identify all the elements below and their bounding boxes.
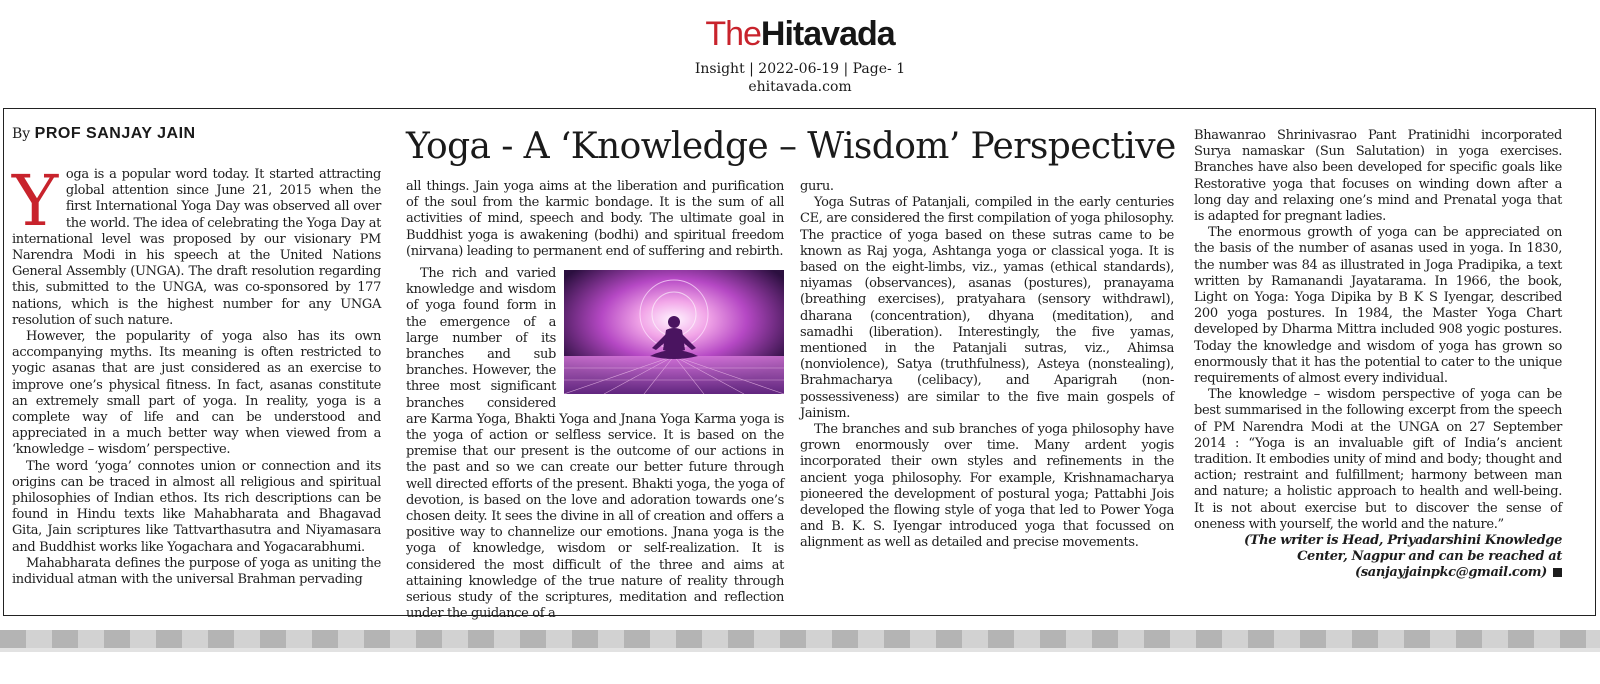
edition-meta: Insight | 2022-06-19 | Page- 1 — [694, 61, 906, 77]
logo-the: The — [705, 15, 761, 53]
page-edge-strip-secondary — [0, 648, 1600, 652]
article-column-4 — [1194, 128, 1562, 582]
paragraph: The enormous growth of yoga can be appreciated on the basis of the number of asanas used in yoga. In 1830, the number was 84 as illustrated in Joga Pradipika, a text written by Ramanandi Jayatarama. In 1966, the book, Light on Yoga: Yoga Dipika by B K S Iyengar, described 200 yoga postures. In 1984, the Master Yoga Chart developed by Dharma Mittra included 908 yogic postures. Today the knowledge and wisdom of yoga has grown so enormously that it has the potential to cater to the unique requirements of almost every individual. — [1194, 225, 1562, 387]
paragraph: The rich and varied knowledge and wisdom of yoga found form in the emergence of a large number of its branches and sub branches. However, the three most significant branches considered are Karma Yoga, Bhakti Yoga and Jnana Yoga Karma yoga is the yoga of action or selfless service. It is based on the premise that our present is the outcome of our actions in the past and so we can create our better future through well directed efforts of the present. Bhakti yoga, the yoga of devotion, is based on the love and adoration towards one’s chosen deity. It sees the divine in all of creation and offers a positive way to channelize our emotions. Jnana yoga is the yoga of knowledge, wisdom or self-realization. It is considered the most difficult of the three and aims at attaining knowledge of the true nature of reality through serious study of the scriptures, meditation and reflection under the guidance of a — [406, 266, 784, 622]
article-column-2 — [406, 179, 784, 622]
paragraph: Yoga Sutras of Patanjali, compiled in the early centuries CE, are considered the first compilation of yoga philosophy. The practice of yoga based on these sutras came to be known as Raj yoga, Ashtanga yoga or classical yoga. It is based on the eight-limbs, viz., yamas (ethical standards), niyamas (observances), asanas (postures), pranayama (breathing exercises), pratyahara (sensory withdrawl), dharana (concentration), dhyana (meditation), and samadhi (liberation). Interestingly, the five yamas, mentioned in the Patanjali sutras, viz., Ahimsa (nonviolence), Satya (truthfulness), Asteya (nonstealing), Brahmacharya (celibacy), and Aparigrah (non-possessiveness) are similar to the five main gospels of Jainism. — [800, 195, 1174, 421]
paragraph: all things. Jain yoga aims at the liberation and purification of the soul from the karmic bondage. It is the sum of all activities of mind, speech and body. The ultimate goal in Buddhist yoga is awakening (bodhi) and spiritual freedom (nirvana) leading to permanent end of suffering and rebirth. — [406, 179, 784, 259]
drop-cap: Y — [12, 160, 58, 242]
author-signoff: (The writer is Head, Priyadarshini Knowledge Center, Nagpur and can be reached at (sanjayjainpkc@gmail.com) — [1243, 533, 1562, 581]
article-column-1 — [12, 160, 381, 588]
article-headline: Yoga - A ‘Knowledge – Wisdom’ Perspective — [406, 126, 1176, 167]
article-column-3 — [800, 179, 1174, 552]
paragraph: The word ‘yoga’ connotes union or connection and its origins can be traced in almost all religious and spiritual philosophies of Indian ethos. Its rich descriptions can be found in Hindu texts like Mahabharata and Bhagavad Gita, Jain scriptures like Tattvarthasutra and Niyamasara and Buddhist works like Yogachara and Yogacarabhumi. — [12, 458, 381, 555]
paragraph: Yoga is a popular word today. It started attracting global attention since June 21, 2015 when the first International Yoga Day was observed all over the world. The idea of celebrating the Yoga Day at international level was proposed by our visionary PM Narendra Modi in his speech at the United Nations General Assembly (UNGA). The draft resolution regarding this, submitted to the UNGA, was co-sponsored by 177 nations, which is the highest number for any UNGA resolution of such nature. — [12, 160, 381, 328]
meditation-figure-icon — [564, 270, 784, 394]
logo-name: Hitavada — [760, 15, 895, 53]
paragraph: However, the popularity of yoga also has its own accompanying myths. Its meaning is often restricted to yogic asanas that are just considered as an exercise to improve one’s physical fitness. In fact, asanas constitute an extremely small part of yoga. In reality, yoga is a complete way of life and can be understood and appreciated in a much better way when viewed from a ‘knowledge – wisdom’ perspective. — [12, 329, 381, 458]
byline-author: PROF SANJAY JAIN — [34, 125, 196, 142]
end-mark-icon — [1553, 568, 1562, 577]
paragraph: guru. — [800, 179, 834, 194]
byline — [12, 125, 196, 143]
masthead — [0, 0, 1600, 106]
paragraph: Bhawanrao Shrinivasrao Pant Pratinidhi incorporated Surya namaskar (Sun Salutation) in yoga exercises. Branches have also been developed for specific goals like Restorative yoga that focuses on winding down after a long day and relaxing one’s mind and Prenatal yoga that is adapted for pregnant ladies. — [1194, 128, 1562, 225]
paragraph: The branches and sub branches of yoga philosophy have grown enormously over time. Many ardent yogis incorporated their own styles and refinements in the ancient yoga philosophy. For example, Krishnamacharya pioneered the development of postural yoga; Pattabhi Jois developed the flowing style of yoga that led to Power Yoga and B. K. S. Iyengar introduced yoga that focussed on alignment as well as detailed and precise movements. — [800, 422, 1174, 551]
site-link[interactable]: ehitavada.com — [748, 79, 852, 95]
byline-by: By — [12, 126, 31, 142]
paragraph: Mahabharata defines the purpose of yoga as uniting the individual atman with the universal Brahman pervading — [12, 555, 381, 588]
yoga-meditation-image[interactable] — [564, 270, 784, 394]
page-edge-strip — [0, 630, 1600, 648]
paragraph: The knowledge – wisdom perspective of yoga can be best summarised in the following excerpt from the speech of PM Narendra Modi at the UNGA on 27 September 2014 : “Yoga is an invaluable gift of India’s ancient tradition. It embodies unity of mind and body; thought and action; restraint and fulfillment; harmony between man and nature; a holistic approach to health and well-being. It is not about exercise but to discover the sense of oneness with yourself, the world and the nature.” — [1194, 387, 1562, 532]
newspaper-logo[interactable] — [0, 12, 1600, 56]
article-frame — [3, 108, 1596, 622]
